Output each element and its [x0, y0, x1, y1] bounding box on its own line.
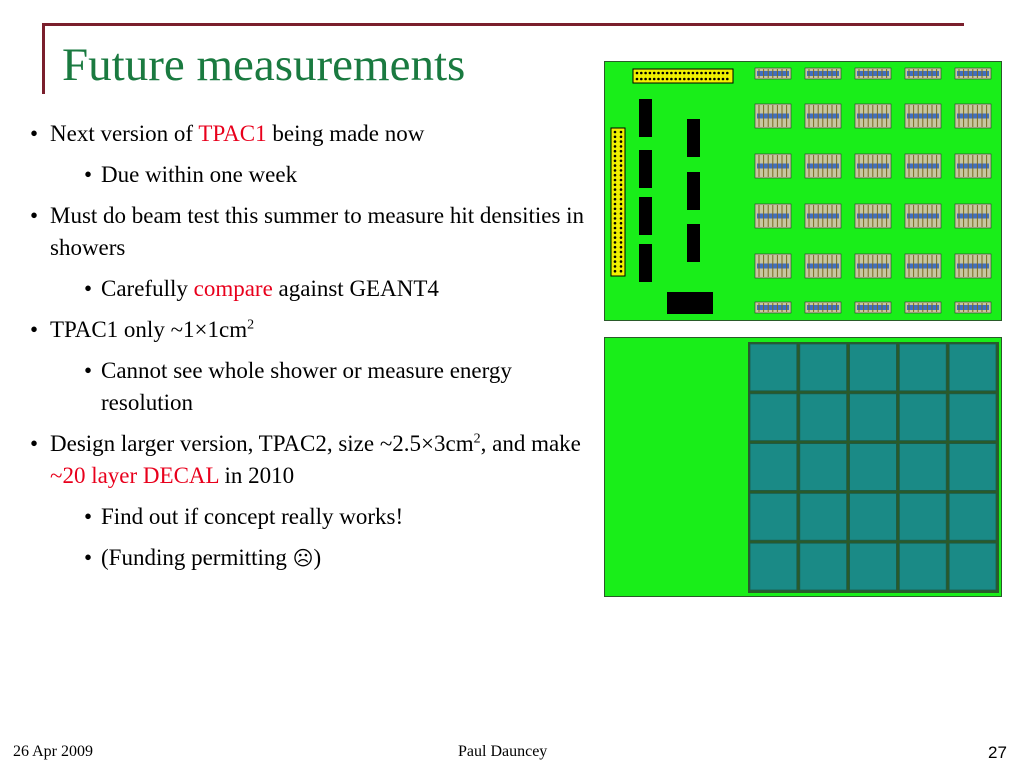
bullet-text: Carefully: [101, 276, 194, 301]
bullet-text: Must do beam test this summer to measure hit densities in showers: [50, 203, 585, 260]
sub-bullet-item: [30, 501, 600, 533]
connector-pin: [717, 72, 720, 75]
connector-pin: [726, 72, 729, 75]
sensor-tile: [850, 444, 897, 491]
pcb-bottom-drawing: [605, 338, 1001, 596]
connector-pin: [700, 72, 703, 75]
connector-pin: [696, 72, 699, 75]
connector-pin: [662, 78, 665, 81]
frame-top-line: [42, 23, 964, 26]
sub-bullet-item: [30, 273, 600, 305]
sensor-tile: [750, 543, 797, 590]
connector-pin: [636, 72, 639, 75]
connector-pin: [614, 164, 617, 167]
connector-pin: [717, 78, 720, 81]
connector-pin: [705, 72, 708, 75]
connector-pin: [687, 78, 690, 81]
connector-pin: [614, 179, 617, 182]
connector-pin: [709, 78, 712, 81]
footer-author: Paul Dauncey: [458, 743, 548, 760]
connector-pin: [620, 169, 623, 172]
connector-pin: [614, 217, 617, 220]
sensor-tile: [899, 493, 946, 540]
chip: [639, 197, 652, 235]
connector-pin: [620, 193, 623, 196]
connector-pin: [709, 72, 712, 75]
chip: [687, 119, 700, 157]
connector-pin: [614, 265, 617, 268]
bullet-text: ): [313, 545, 322, 570]
connector-pin: [620, 265, 623, 268]
bullet-text: against GEANT4: [272, 276, 439, 301]
connector-pin: [649, 78, 652, 81]
bullet-text: being made now: [266, 121, 425, 146]
connector-pin: [614, 193, 617, 196]
chip: [687, 224, 700, 262]
chip: [639, 150, 652, 188]
connector-pin: [620, 198, 623, 201]
highlighted-text: compare: [193, 276, 273, 301]
connector-pin: [614, 232, 617, 235]
bullet-list: [30, 118, 600, 583]
connector-pin: [722, 72, 725, 75]
bullet-item: [30, 118, 600, 150]
connector-pin: [614, 212, 617, 215]
sub-bullet-item: [30, 159, 600, 191]
connector-pin: [687, 72, 690, 75]
sub-bullet-item: [30, 355, 600, 419]
frame-left-line: [42, 23, 45, 94]
connector-pin: [614, 174, 617, 177]
sensor-tile: [800, 493, 847, 540]
connector-pin: [657, 78, 660, 81]
sensor-tile: [800, 344, 847, 391]
connector-pin: [614, 155, 617, 158]
connector-pin: [644, 78, 647, 81]
connector-pin: [620, 236, 623, 239]
connector-pin: [666, 78, 669, 81]
connector-pin: [713, 78, 716, 81]
connector-pin: [620, 246, 623, 249]
sensor-tile: [800, 444, 847, 491]
sensor-tile: [750, 344, 797, 391]
connector-pin: [657, 72, 660, 75]
sensor-tile: [949, 344, 996, 391]
chip: [639, 244, 652, 282]
connector-pin: [636, 78, 639, 81]
connector-pin: [614, 256, 617, 259]
connector-pin: [620, 203, 623, 206]
connector-pin: [653, 72, 656, 75]
large-chip: [667, 292, 713, 314]
connector-pin: [620, 136, 623, 139]
connector-pin: [674, 72, 677, 75]
connector-pin: [614, 260, 617, 263]
connector-pin: [614, 131, 617, 134]
sensor-tile: [750, 394, 797, 441]
connector-pin: [620, 227, 623, 230]
sensor-tile: [949, 543, 996, 590]
sensor-tile: [750, 444, 797, 491]
sensor-tile: [899, 543, 946, 590]
connector-pin: [614, 208, 617, 211]
sensor-tile: [850, 394, 897, 441]
chip: [687, 172, 700, 210]
pcb-board-top: [604, 61, 1002, 321]
connector-pin: [649, 72, 652, 75]
sensor-tile: [850, 493, 897, 540]
footer-date: 26 Apr 2009: [13, 743, 93, 760]
pcb-top-drawing: [605, 62, 1001, 320]
connector-pin: [705, 78, 708, 81]
connector-pin: [614, 140, 617, 143]
connector-pin: [679, 72, 682, 75]
connector-pin: [653, 78, 656, 81]
connector-pin: [620, 256, 623, 259]
connector-pin: [614, 150, 617, 153]
bullet-item: [30, 200, 600, 264]
connector-pin: [614, 145, 617, 148]
frowning-face-icon: ☹: [292, 546, 314, 570]
connector-pin: [614, 184, 617, 187]
connector-pin: [620, 222, 623, 225]
connector-pin: [696, 78, 699, 81]
connector-pin: [620, 208, 623, 211]
connector-pin: [614, 203, 617, 206]
connector-pin: [692, 72, 695, 75]
connector-pin: [670, 78, 673, 81]
connector-pin: [614, 236, 617, 239]
highlighted-text: TPAC1: [198, 121, 267, 146]
connector-pin: [620, 217, 623, 220]
footer-page-number: 27: [988, 743, 1007, 762]
connector-pin: [614, 188, 617, 191]
bullet-text: Due within one week: [101, 162, 298, 187]
sensor-tile: [899, 344, 946, 391]
connector-pin: [620, 270, 623, 273]
connector-pin: [614, 198, 617, 201]
sensor-tile: [850, 543, 897, 590]
connector-pin: [683, 72, 686, 75]
connector-pin: [713, 72, 716, 75]
sub-bullet-item: [30, 542, 600, 574]
connector-pin: [614, 160, 617, 163]
sensor-tile: [800, 394, 847, 441]
bullet-text: Design larger version, TPAC2, size ~2.5×3cm: [50, 431, 474, 456]
connector-pin: [620, 260, 623, 263]
connector-pin: [700, 78, 703, 81]
connector-pin: [614, 246, 617, 249]
sensor-tile: [949, 444, 996, 491]
sensor-tile: [899, 444, 946, 491]
connector-pin: [614, 169, 617, 172]
connector-pin: [726, 78, 729, 81]
connector-pin: [620, 131, 623, 134]
connector-pin: [620, 140, 623, 143]
sensor-tile: [949, 394, 996, 441]
bullet-item: [30, 314, 600, 346]
connector-pin: [620, 164, 623, 167]
chip: [639, 99, 652, 137]
connector-pin: [620, 184, 623, 187]
connector-pin: [620, 150, 623, 153]
connector-pin: [674, 78, 677, 81]
bullet-text: , and make: [480, 431, 581, 456]
connector-pin: [614, 270, 617, 273]
connector-pin: [722, 78, 725, 81]
connector-pin: [614, 251, 617, 254]
top-connector: [633, 69, 733, 83]
connector-pin: [644, 72, 647, 75]
bullet-text: Next version of: [50, 121, 199, 146]
connector-pin: [614, 241, 617, 244]
connector-pin: [620, 145, 623, 148]
superscript: 2: [247, 317, 255, 333]
connector-pin: [620, 188, 623, 191]
connector-pin: [640, 72, 643, 75]
bullet-text: Find out if concept really works!: [101, 504, 404, 529]
side-connector: [611, 128, 625, 276]
connector-pin: [620, 155, 623, 158]
connector-pin: [692, 78, 695, 81]
bullet-text: (Funding permitting: [101, 545, 293, 570]
bullet-text: Cannot see whole shower or measure energy resolution: [101, 358, 512, 415]
connector-pin: [683, 78, 686, 81]
connector-pin: [670, 72, 673, 75]
connector-pin: [620, 179, 623, 182]
connector-pin: [620, 232, 623, 235]
highlighted-text: ~20 layer DECAL: [50, 463, 219, 488]
connector-pin: [614, 227, 617, 230]
sensor-tile: [750, 493, 797, 540]
connector-pin: [614, 136, 617, 139]
bullet-text: TPAC1 only ~1×1cm: [50, 317, 248, 342]
bullet-item: [30, 428, 600, 492]
connector-pin: [640, 78, 643, 81]
connector-pin: [620, 212, 623, 215]
sensor-tile: [949, 493, 996, 540]
connector-pin: [620, 251, 623, 254]
connector-pin: [662, 72, 665, 75]
connector-pin: [666, 72, 669, 75]
connector-pin: [679, 78, 682, 81]
connector-pin: [620, 160, 623, 163]
bullet-text: in 2010: [218, 463, 295, 488]
connector-pin: [620, 241, 623, 244]
pcb-board-bottom: [604, 337, 1002, 597]
connector-pin: [620, 174, 623, 177]
sensor-tile: [899, 394, 946, 441]
sensor-tile: [850, 344, 897, 391]
connector-pin: [614, 222, 617, 225]
superscript: 2: [473, 431, 481, 447]
sensor-tile: [800, 543, 847, 590]
slide-title: Future measurements: [62, 39, 466, 91]
